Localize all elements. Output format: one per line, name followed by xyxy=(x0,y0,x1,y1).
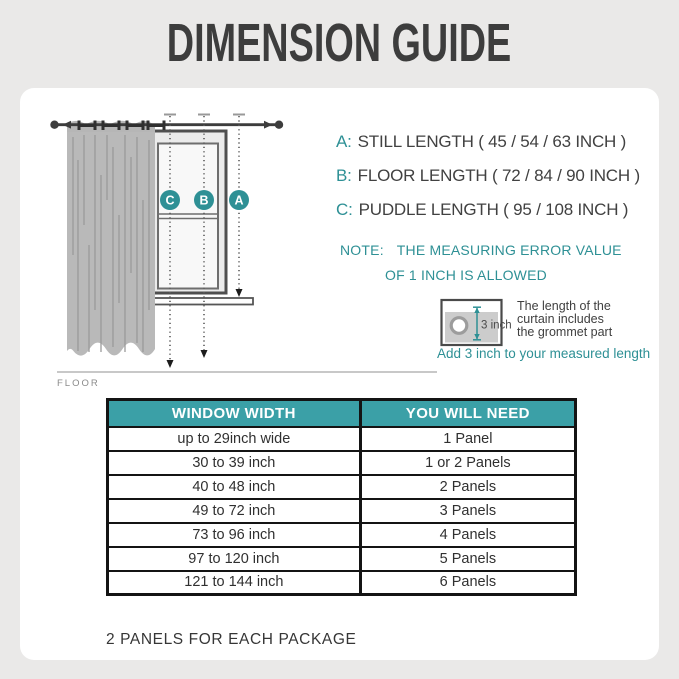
length-b-text: FLOOR LENGTH ( 72 / 84 / 90 INCH ) xyxy=(357,166,640,185)
length-a-prefix: A: xyxy=(336,132,352,151)
grommet-description xyxy=(517,300,612,340)
marker-a xyxy=(229,190,249,210)
grommet-desc-line-2: curtain includes xyxy=(517,312,604,327)
table-cell: 5 Panels xyxy=(360,547,575,571)
header-window-width: WINDOW WIDTH xyxy=(108,400,361,427)
note-text-1: THE MEASURING ERROR VALUE xyxy=(396,242,622,258)
guide-card xyxy=(20,88,659,660)
table-row xyxy=(108,427,576,451)
header-you-will-need: YOU WILL NEED xyxy=(360,400,575,427)
table-body xyxy=(108,427,576,595)
grommet-add-note: Add 3 inch to your measured length xyxy=(437,346,651,361)
table-header-row xyxy=(108,400,576,427)
note-line-1 xyxy=(340,242,622,258)
floor-label: FLOOR xyxy=(57,378,100,389)
length-a-text: STILL LENGTH ( 45 / 54 / 63 INCH ) xyxy=(357,132,627,151)
length-b-prefix: B: xyxy=(336,166,352,185)
table-cell: 4 Panels xyxy=(360,523,575,547)
grommet-measure-label: 3 inch xyxy=(481,319,512,332)
marker-c-label: C xyxy=(165,193,175,208)
curtain-illustration xyxy=(67,121,155,356)
table-cell: 3 Panels xyxy=(360,499,575,523)
table-row xyxy=(108,475,576,499)
panel-sizing-table xyxy=(106,398,577,596)
length-c-text: PUDDLE LENGTH ( 95 / 108 INCH ) xyxy=(358,200,629,219)
marker-b-label: B xyxy=(199,193,209,208)
table-cell: 30 to 39 inch xyxy=(108,451,361,475)
grommet-desc-line-3: the grommet part xyxy=(517,325,613,340)
arrow-down-icon xyxy=(236,289,243,297)
table-cell: 121 to 144 inch xyxy=(108,571,361,595)
marker-a-label: A xyxy=(234,193,244,208)
page-title-text: DIMENSION GUIDE xyxy=(167,13,512,73)
table-cell: 49 to 72 inch xyxy=(108,499,361,523)
length-row-b xyxy=(336,166,640,186)
marker-b xyxy=(194,190,214,210)
table-cell: up to 29inch wide xyxy=(108,427,361,451)
measuring-note xyxy=(340,242,622,283)
table-cell: 1 or 2 Panels xyxy=(360,451,575,475)
page-title xyxy=(0,12,679,74)
length-row-c xyxy=(336,200,640,220)
arrow-down-icon xyxy=(201,350,208,358)
table-row xyxy=(108,523,576,547)
table-cell: 40 to 48 inch xyxy=(108,475,361,499)
floor-line xyxy=(57,372,437,389)
table-cell: 2 Panels xyxy=(360,475,575,499)
note-label: NOTE: xyxy=(340,242,384,258)
table-row xyxy=(108,499,576,523)
note-line-2: OF 1 INCH IS ALLOWED xyxy=(385,267,547,283)
table-cell: 97 to 120 inch xyxy=(108,547,361,571)
table-row xyxy=(108,451,576,475)
table-row xyxy=(108,571,576,595)
length-row-a xyxy=(336,132,640,152)
window-illustration xyxy=(148,131,253,305)
grommet-ring-icon xyxy=(451,318,467,334)
table-cell: 73 to 96 inch xyxy=(108,523,361,547)
length-c-prefix: C: xyxy=(336,200,353,219)
marker-c xyxy=(160,190,180,210)
grommet-desc-line-1: The length of the xyxy=(517,299,611,313)
package-note: 2 PANELS FOR EACH PACKAGE xyxy=(106,631,357,648)
windowsill xyxy=(150,298,253,305)
length-legend xyxy=(336,132,640,234)
table-cell: 6 Panels xyxy=(360,571,575,595)
table-row xyxy=(108,547,576,571)
grommet-diagram xyxy=(440,298,518,348)
table-cell: 1 Panel xyxy=(360,427,575,451)
arrow-down-icon xyxy=(167,360,174,368)
